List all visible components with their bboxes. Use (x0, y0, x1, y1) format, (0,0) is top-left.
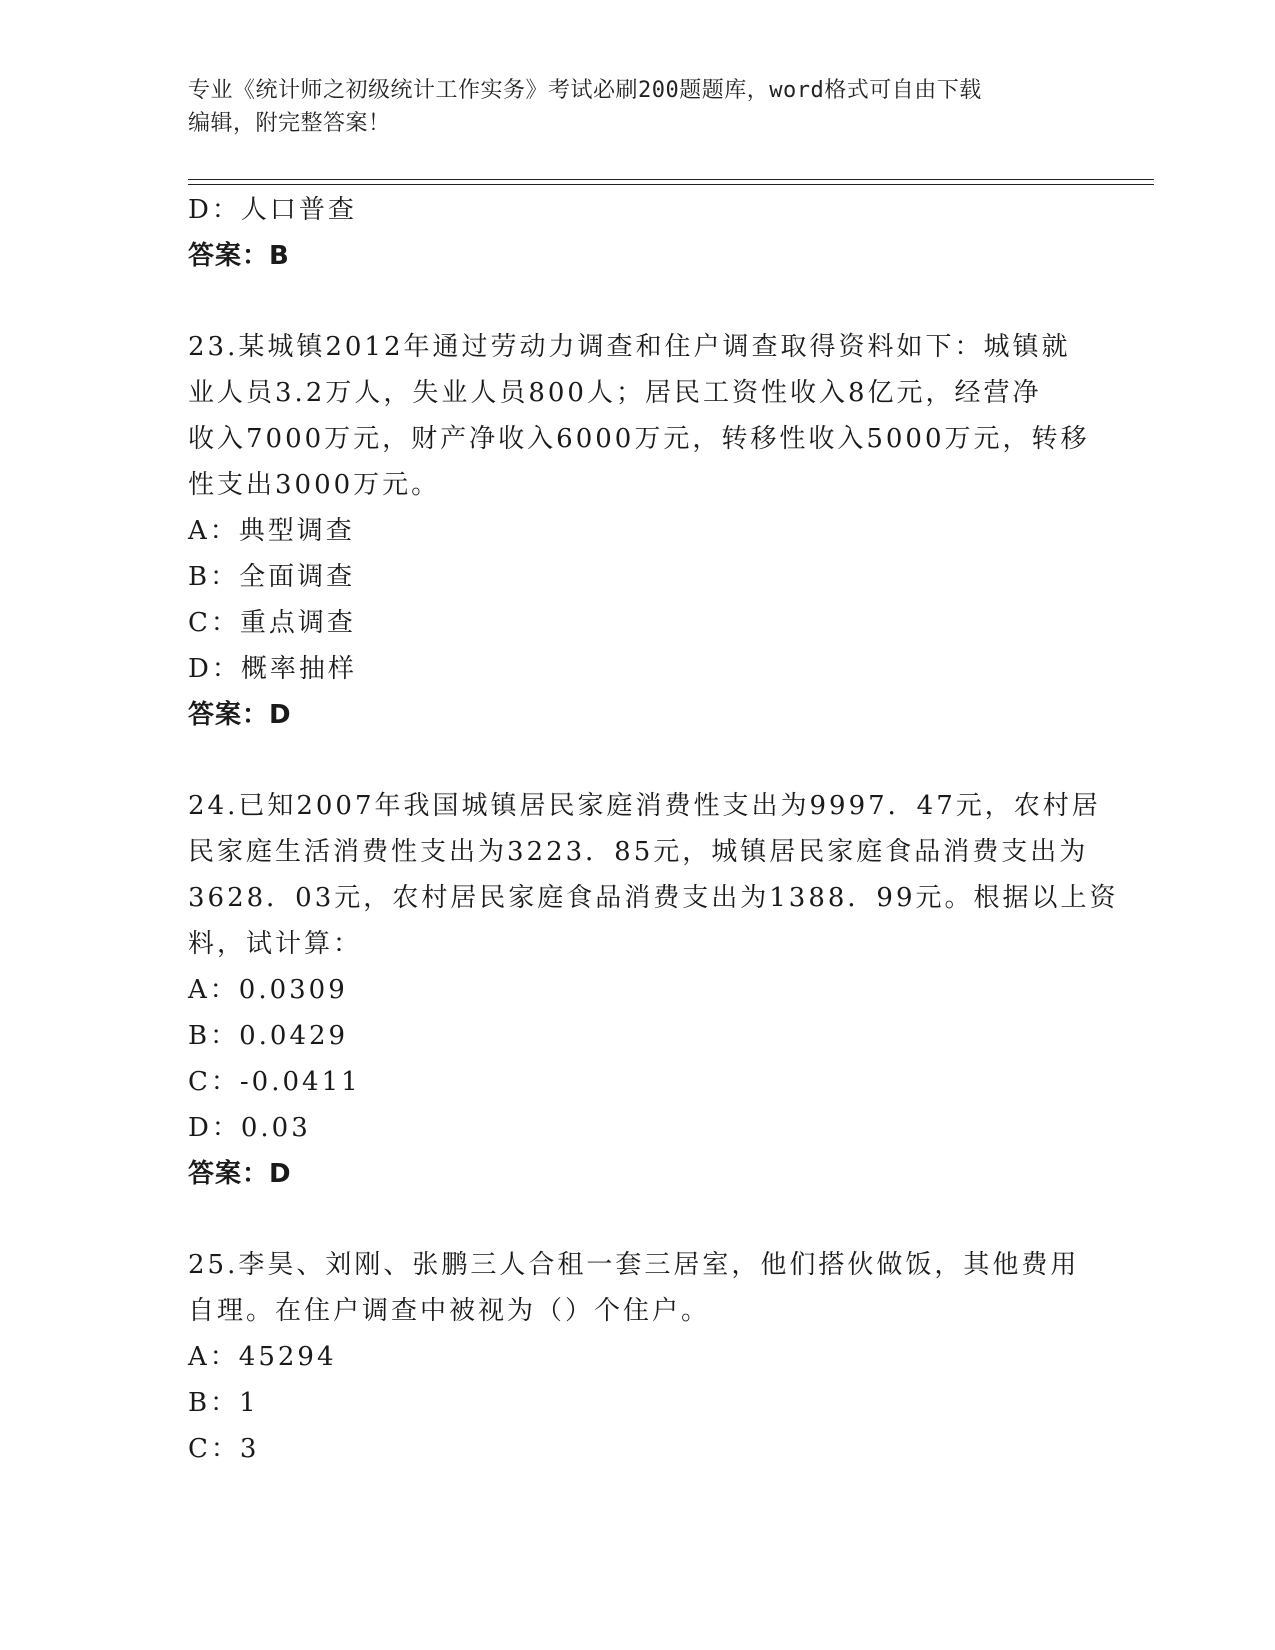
option-d: D：人口普查 (188, 195, 357, 225)
stem-line: 24.已知2007年我国城镇居民家庭消费性支出为9997．47元，农村居 (188, 791, 1101, 821)
prev-question (188, 187, 1078, 279)
option-b: B：全面调查 (188, 562, 356, 592)
stem-line: 民家庭生活消费性支出为3223．85元，城镇居民家庭食品消费支出为 (188, 837, 1089, 867)
answer-line: 答案：D (188, 1159, 292, 1189)
header-line-1: 专业《统计师之初级统计工作实务》考试必刷200题题库，word格式可自由下载 (188, 78, 982, 103)
option-a: A：45294 (188, 1342, 337, 1372)
question-stem (188, 324, 1090, 508)
option-c: C：-0.0411 (188, 1067, 361, 1097)
stem-line: 性支出3000万元。 (188, 470, 441, 500)
stem-line: 自理。在住户调查中被视为（）个住户。 (188, 1296, 711, 1326)
answer-line: 答案：B (188, 241, 290, 271)
question-24 (188, 783, 1119, 1197)
stem-line: 收入7000万元，财产净收入6000万元，转移性收入5000万元，转移 (188, 424, 1090, 454)
stem-line: 料，试计算： (188, 929, 363, 959)
document-header (188, 74, 1088, 140)
question-23 (188, 324, 1090, 738)
option-d: D：概率抽样 (188, 654, 357, 684)
stem-line: 业人员3.2万人，失业人员800人；居民工资性收入8亿元，经营净 (188, 378, 1042, 408)
stem-line: 3628．03元，农村居民家庭食品消费支出为1388．99元。根据以上资 (188, 883, 1119, 913)
header-line-2: 编辑，附完整答案！ (188, 111, 391, 136)
answer-line: 答案：D (188, 700, 292, 730)
option-b: B：1 (188, 1388, 259, 1418)
option-c: C：重点调查 (188, 608, 356, 638)
header-divider-bottom (188, 184, 1154, 185)
stem-line: 23.某城镇2012年通过劳动力调查和住户调查取得资料如下：城镇就 (188, 332, 1071, 362)
option-a: A：0.0309 (188, 975, 348, 1005)
header-divider-top (188, 179, 1154, 180)
option-a: A：典型调查 (188, 516, 355, 546)
option-c: C：3 (188, 1434, 260, 1464)
question-stem (188, 783, 1119, 967)
stem-line: 25.李昊、刘刚、张鹏三人合租一套三居室，他们搭伙做饭，其他费用 (188, 1250, 1080, 1280)
option-b: B：0.0429 (188, 1021, 349, 1051)
option-d: D：0.03 (188, 1113, 311, 1143)
document-body (188, 187, 1119, 1472)
question-stem (188, 1242, 1078, 1334)
question-25 (188, 1242, 1078, 1472)
